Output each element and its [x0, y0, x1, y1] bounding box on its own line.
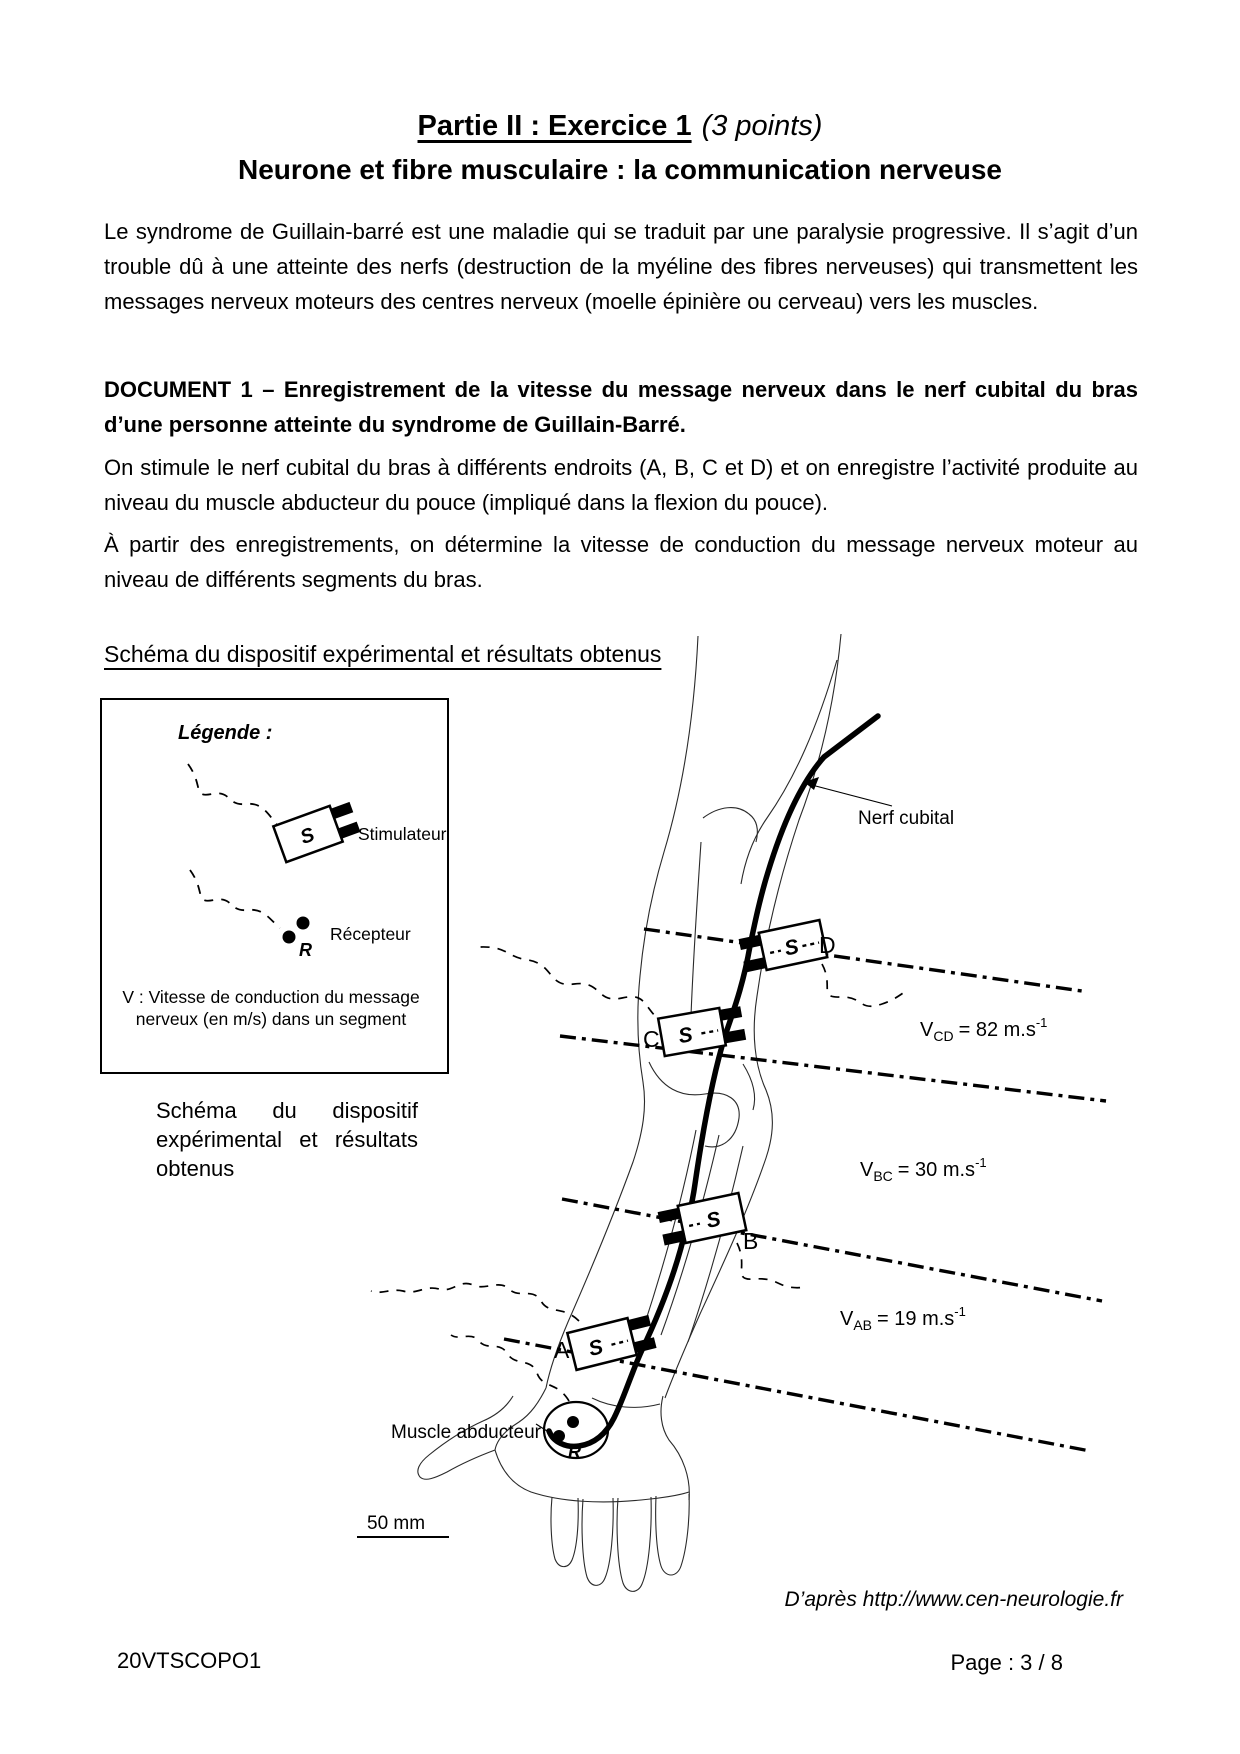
svg-text:S: S: [676, 1023, 695, 1049]
figure-caption: Schéma du dispositif expérimental et résultats obtenus: [156, 1098, 418, 1181]
legend-receptor-dot-icon: [283, 931, 296, 944]
intro-paragraph: Le syndrome de Guillain-barré est une maladie qui se traduit par une paralysie progressive. Il s’agit d’un trouble dû à une atteinte des nerfs (destruction de la myéline des fibres nerveuses) qui transmettent les messages nerveux moteurs des centres nerveux (moelle épinière ou cerveau) vers les muscles.: [104, 219, 1138, 314]
attribution: D’après http://www.cen-neurologie.fr: [784, 1588, 1123, 1611]
electrode-wires: [371, 947, 906, 1401]
electrode-pad-icon: [633, 1337, 657, 1353]
wire-A-icon: [371, 1283, 579, 1321]
finger-outline: [617, 1497, 651, 1591]
velocity-definition: V : Vitesse de conduction du message nerveux (en m/s) dans un segment: [122, 987, 420, 1029]
receptor-letter: R: [568, 1442, 581, 1462]
experimental-diagram: [330, 620, 1140, 1632]
receptor-dot-icon: [553, 1430, 565, 1442]
page-title: [0, 110, 1240, 143]
velocity-label-BC: $V_{BC} = 30$ $m.s^{-1}$: [860, 1155, 987, 1184]
legend-receptor-dot-icon: [297, 917, 310, 930]
section-heading: Schéma du dispositif expérimental et résultats obtenus: [104, 641, 662, 667]
dash-dot-line-C: [560, 1036, 1106, 1101]
page-subtitle: Neurone et fibre musculaire : la communication nerveuse: [238, 154, 1002, 185]
scale-label: 50 mm: [367, 1513, 426, 1534]
legend-receptor-wire-icon: [190, 870, 280, 928]
dash-dot-line-D: [644, 929, 1082, 991]
legend-stimulator-letter: S: [297, 823, 318, 849]
electrode-pad-icon: [658, 1208, 682, 1223]
electrode-pad-icon: [739, 935, 763, 950]
legend-title: Légende :: [178, 722, 273, 744]
receptor-dot-icon: [567, 1416, 579, 1428]
wire-D-icon: [822, 964, 906, 1006]
finger-outline: [656, 1494, 690, 1575]
muscle-label: Muscle abducteur: [391, 1422, 541, 1443]
footer-page-number: Page : 3 / 8: [950, 1650, 1063, 1675]
finger-outline: [582, 1498, 613, 1585]
legend-stimulator-wire-icon: [188, 764, 278, 826]
dash-dot-line-B: [562, 1199, 1102, 1301]
document1-heading: DOCUMENT 1 – Enregistrement de la vitesse du message nerveux dans le nerf cubital du bras d’une personne atteinte du syndrome de Guillain-Barré.: [104, 377, 1138, 437]
point-label-B: B: [743, 1228, 759, 1254]
nerve-label-leader: [808, 784, 892, 806]
velocity-label-AB: $V_{AB} = 19$ $m.s^{-1}$: [840, 1304, 966, 1333]
conduction-paragraph: À partir des enregistrements, on détermine la vitesse de conduction du message nerveux moteur au niveau de différents segments du bras.: [104, 532, 1138, 592]
finger-outline: [551, 1497, 578, 1567]
measurement-lines: [504, 929, 1106, 1451]
stimulation-paragraph: On stimule le nerf cubital du bras à différents endroits (A, B, C et D) et on enregistre l’activité produite au niveau du muscle abducteur du pouce (impliqué dans la flexion du pouce).: [104, 455, 1138, 515]
point-label-A: A: [554, 1337, 570, 1363]
stimulator-C: [658, 1004, 746, 1056]
page-title-points: (3 points): [701, 110, 823, 142]
point-label-C: C: [643, 1026, 660, 1052]
electrode-pad-icon: [719, 1006, 743, 1021]
arm-outline: [418, 634, 841, 1591]
legend-receptor-letter: R: [299, 940, 312, 960]
point-label-D: D: [819, 932, 836, 958]
footer-code: 20VTSCOPO1: [117, 1648, 262, 1673]
nerve-label: Nerf cubital: [858, 808, 955, 829]
stimulator-B: [657, 1193, 746, 1247]
electrode-pad-icon: [627, 1315, 651, 1331]
legend-receptor-label: Récepteur: [330, 924, 411, 944]
stimulator-A: [567, 1313, 657, 1370]
legend-stimulator-label: Stimulateur: [358, 824, 447, 844]
wrist-crease: [592, 1398, 660, 1407]
page-title-main: Partie II : Exercice 1: [417, 110, 692, 142]
velocity-label-CD: $V_{CD} = 82$ $m.s^{-1}$: [920, 1015, 1048, 1044]
svg-text:S: S: [704, 1207, 723, 1233]
svg-text:S: S: [782, 935, 801, 961]
svg-text:S: S: [586, 1335, 606, 1361]
